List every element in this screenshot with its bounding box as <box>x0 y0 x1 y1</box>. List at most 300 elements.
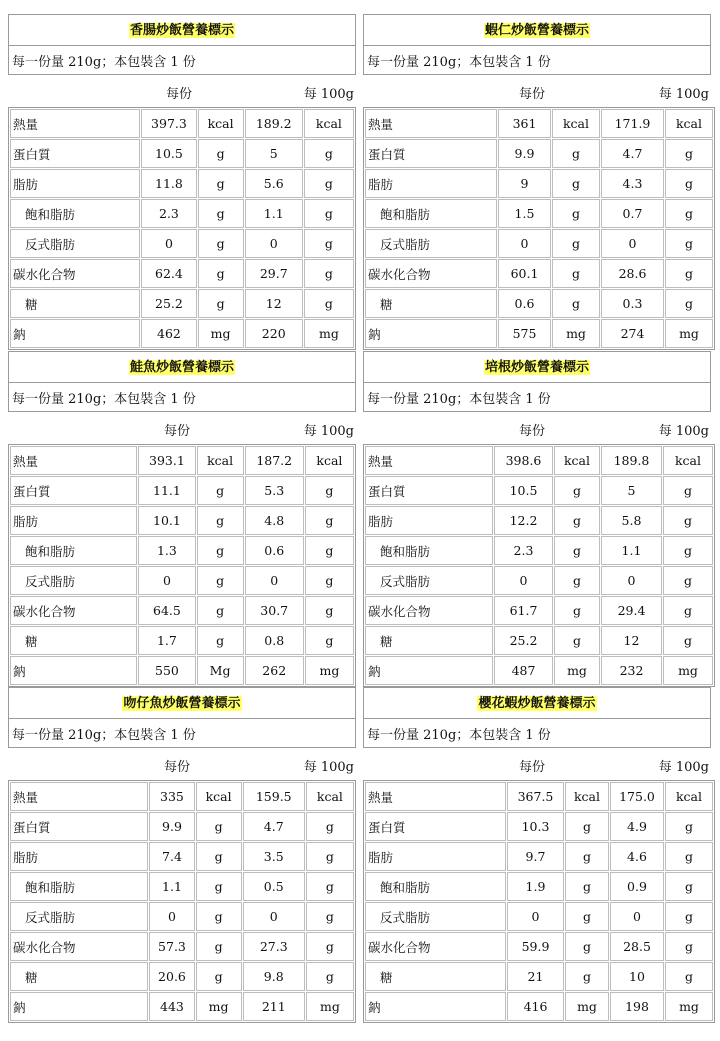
per-100g-unit: g <box>665 842 713 871</box>
per-serving-value: 10.1 <box>138 506 195 535</box>
table-row <box>365 109 713 138</box>
per-serving-value: 1.9 <box>507 872 564 901</box>
per-serving-value: 59.9 <box>507 932 564 961</box>
per-serving-unit: g <box>196 872 242 901</box>
panel-title: 鮭魚炒飯營養標示 <box>129 359 234 375</box>
per-100g-value: 0.8 <box>245 626 304 655</box>
table-row <box>10 259 354 288</box>
per-100g-unit: g <box>306 932 354 961</box>
table-row <box>10 932 354 961</box>
per-serving-value: 1.3 <box>138 536 195 565</box>
per-100g-unit: g <box>304 199 354 228</box>
nutrient-name: 反式脂肪 <box>10 566 137 595</box>
per-100g-value: 5.8 <box>601 506 662 535</box>
panel-title: 香腸炒飯營養標示 <box>129 22 234 38</box>
per-100g-value: 30.7 <box>245 596 304 625</box>
per-100g-value: 0.7 <box>601 199 664 228</box>
per-100g-value: 220 <box>245 319 303 348</box>
nutrition-panel <box>363 687 711 1023</box>
per-100g-value: 10 <box>610 962 664 991</box>
nutrient-name: 脂肪 <box>10 842 148 871</box>
per-100g-unit: mg <box>305 656 354 685</box>
per-serving-unit: mg <box>196 992 242 1021</box>
per-serving-unit: g <box>197 596 244 625</box>
per-100g-value: 189.2 <box>245 109 303 138</box>
per-100g-value: 159.5 <box>243 782 305 811</box>
nutrition-table <box>363 107 715 350</box>
per-serving-value: 0 <box>494 566 553 595</box>
table-row <box>10 902 354 931</box>
per-serving-unit: g <box>196 932 242 961</box>
table-row <box>10 476 354 505</box>
table-row <box>365 319 713 348</box>
nutrient-name: 飽和脂肪 <box>365 872 506 901</box>
per-serving-value: 398.6 <box>494 446 553 475</box>
panel-header <box>363 351 711 412</box>
per-serving-value: 25.2 <box>494 626 553 655</box>
per-100g-unit: mg <box>663 656 713 685</box>
nutrition-panel <box>8 14 356 350</box>
nutrient-name: 反式脂肪 <box>365 566 493 595</box>
table-row <box>10 139 354 168</box>
nutrient-name: 飽和脂肪 <box>365 199 497 228</box>
per-serving-value: 57.3 <box>149 932 194 961</box>
per-serving-unit: kcal <box>565 782 609 811</box>
per-100g-unit: g <box>305 626 354 655</box>
per-100g-unit: g <box>663 566 713 595</box>
per-100g-unit: kcal <box>305 446 354 475</box>
table-row <box>10 812 354 841</box>
per-100g-unit: g <box>663 536 713 565</box>
per-serving-unit: g <box>197 626 244 655</box>
per-serving-unit: g <box>198 199 244 228</box>
per-100g-value: 5.6 <box>245 169 303 198</box>
per-serving-value: 0 <box>141 229 196 258</box>
per-serving-unit: g <box>552 289 600 318</box>
table-row <box>365 596 713 625</box>
per-100g-unit: g <box>306 812 354 841</box>
per-100g-value: 1.1 <box>245 199 303 228</box>
nutrient-name: 碳水化合物 <box>365 259 497 288</box>
per-serving-unit: mg <box>554 656 600 685</box>
per-serving-unit: g <box>554 596 600 625</box>
serving-size: 每一份量 210g；本包裝含 1 份 <box>12 54 196 70</box>
per-serving-value: 487 <box>494 656 553 685</box>
table-row <box>10 199 354 228</box>
per-serving-value: 10.5 <box>494 476 553 505</box>
per-100g-unit: mg <box>304 319 354 348</box>
nutrition-table <box>8 444 356 687</box>
per-100g-unit: g <box>665 902 713 931</box>
per-100g-value: 4.9 <box>610 812 664 841</box>
nutrient-name: 飽和脂肪 <box>10 536 137 565</box>
nutrition-panel <box>8 351 356 687</box>
per-100g-value: 198 <box>610 992 664 1021</box>
per-serving-header: 每份 <box>519 424 546 439</box>
table-row <box>10 962 354 991</box>
nutrient-name: 脂肪 <box>10 506 137 535</box>
per-100g-unit: g <box>305 536 354 565</box>
per-serving-unit: g <box>197 506 244 535</box>
nutrient-name: 反式脂肪 <box>365 902 506 931</box>
per-serving-value: 61.7 <box>494 596 553 625</box>
per-serving-unit: g <box>197 566 244 595</box>
nutrient-name: 蛋白質 <box>10 812 148 841</box>
per-100g-value: 0 <box>601 566 662 595</box>
table-row <box>10 656 354 685</box>
table-row <box>365 932 713 961</box>
nutrient-name: 碳水化合物 <box>10 596 137 625</box>
per-serving-header: 每份 <box>164 424 191 439</box>
per-100g-unit: g <box>663 596 713 625</box>
per-serving-unit: g <box>552 169 600 198</box>
per-serving-unit: g <box>565 812 609 841</box>
nutrient-name: 糖 <box>365 962 506 991</box>
per-100g-value: 274 <box>601 319 664 348</box>
per-100g-value: 0 <box>243 902 305 931</box>
panel-header <box>363 14 711 75</box>
nutrient-name: 碳水化合物 <box>10 259 140 288</box>
nutrient-name: 熱量 <box>365 782 506 811</box>
per-100g-value: 5 <box>245 139 303 168</box>
per-100g-unit: g <box>305 596 354 625</box>
table-row <box>365 229 713 258</box>
per-serving-header: 每份 <box>164 760 191 775</box>
per-100g-header: 每 100g <box>658 760 709 775</box>
per-serving-unit: g <box>554 566 600 595</box>
per-serving-value: 25.2 <box>141 289 196 318</box>
per-serving-value: 7.4 <box>149 842 194 871</box>
nutrient-name: 飽和脂肪 <box>10 872 148 901</box>
per-serving-value: 397.3 <box>141 109 196 138</box>
per-100g-value: 175.0 <box>610 782 664 811</box>
table-row <box>365 872 713 901</box>
per-serving-value: 0 <box>507 902 564 931</box>
per-serving-unit: g <box>565 902 609 931</box>
per-100g-value: 12 <box>245 289 303 318</box>
per-serving-value: 60.1 <box>498 259 551 288</box>
table-row <box>10 626 354 655</box>
nutrient-name: 熱量 <box>10 446 137 475</box>
panel-header <box>8 687 356 748</box>
serving-size: 每一份量 210g；本包裝含 1 份 <box>12 391 196 407</box>
panel-title: 培根炒飯營養標示 <box>484 359 589 375</box>
per-100g-unit: g <box>306 872 354 901</box>
per-serving-value: 20.6 <box>149 962 194 991</box>
per-100g-unit: g <box>306 962 354 991</box>
per-serving-unit: g <box>198 289 244 318</box>
per-serving-unit: g <box>198 259 244 288</box>
table-row <box>365 169 713 198</box>
per-serving-value: 9.9 <box>498 139 551 168</box>
table-row <box>10 229 354 258</box>
per-serving-value: 575 <box>498 319 551 348</box>
per-100g-value: 1.1 <box>601 536 662 565</box>
per-serving-unit: g <box>552 229 600 258</box>
per-serving-value: 1.5 <box>498 199 551 228</box>
per-100g-unit: g <box>665 962 713 991</box>
per-100g-value: 187.2 <box>245 446 304 475</box>
per-100g-value: 211 <box>243 992 305 1021</box>
per-serving-value: 393.1 <box>138 446 195 475</box>
per-serving-unit: kcal <box>198 109 244 138</box>
per-100g-value: 0.9 <box>610 872 664 901</box>
per-serving-unit: g <box>552 259 600 288</box>
serving-size: 每一份量 210g；本包裝含 1 份 <box>367 54 551 70</box>
per-serving-value: 11.1 <box>138 476 195 505</box>
nutrient-name: 熱量 <box>10 109 140 138</box>
per-serving-unit: Mg <box>197 656 244 685</box>
per-100g-value: 0 <box>245 566 304 595</box>
nutrient-name: 飽和脂肪 <box>365 536 493 565</box>
nutrition-panel <box>363 14 711 350</box>
table-row <box>365 199 713 228</box>
per-serving-value: 361 <box>498 109 551 138</box>
nutrient-name: 反式脂肪 <box>10 229 140 258</box>
per-serving-unit: g <box>198 229 244 258</box>
nutrient-name: 糖 <box>10 289 140 318</box>
per-100g-value: 4.8 <box>245 506 304 535</box>
nutrition-panel <box>363 351 711 687</box>
per-serving-value: 367.5 <box>507 782 564 811</box>
table-row <box>10 289 354 318</box>
per-100g-unit: g <box>304 259 354 288</box>
per-100g-header: 每 100g <box>658 87 709 102</box>
per-100g-unit: g <box>665 289 713 318</box>
per-serving-value: 9.9 <box>149 812 194 841</box>
per-serving-value: 21 <box>507 962 564 991</box>
nutrient-name: 糖 <box>10 626 137 655</box>
per-100g-unit: g <box>305 506 354 535</box>
per-100g-unit: g <box>305 566 354 595</box>
per-100g-unit: mg <box>665 992 713 1021</box>
per-100g-unit: g <box>663 506 713 535</box>
per-100g-value: 262 <box>245 656 304 685</box>
per-100g-unit: g <box>306 902 354 931</box>
nutrition-table <box>8 780 356 1023</box>
panel-header <box>363 687 711 748</box>
per-100g-unit: mg <box>665 319 713 348</box>
table-row <box>365 289 713 318</box>
per-serving-unit: g <box>565 962 609 991</box>
per-serving-unit: kcal <box>552 109 600 138</box>
nutrient-name: 蛋白質 <box>365 139 497 168</box>
table-row <box>10 992 354 1021</box>
per-100g-value: 9.8 <box>243 962 305 991</box>
nutrient-name: 反式脂肪 <box>10 902 148 931</box>
per-serving-unit: mg <box>552 319 600 348</box>
nutrient-name: 鈉 <box>10 992 148 1021</box>
per-serving-unit: g <box>565 842 609 871</box>
per-100g-header: 每 100g <box>658 424 709 439</box>
per-serving-value: 0 <box>138 566 195 595</box>
per-serving-value: 1.7 <box>138 626 195 655</box>
table-row <box>10 319 354 348</box>
per-100g-value: 0.5 <box>243 872 305 901</box>
serving-size: 每一份量 210g；本包裝含 1 份 <box>367 727 551 743</box>
per-100g-unit: g <box>665 199 713 228</box>
per-100g-unit: g <box>665 139 713 168</box>
per-100g-unit: kcal <box>306 782 354 811</box>
per-100g-header: 每 100g <box>303 87 354 102</box>
per-100g-unit: mg <box>306 992 354 1021</box>
table-row <box>365 506 713 535</box>
per-100g-unit: g <box>306 842 354 871</box>
per-100g-unit: g <box>665 229 713 258</box>
per-serving-unit: g <box>196 902 242 931</box>
nutrient-name: 脂肪 <box>365 169 497 198</box>
table-row <box>365 842 713 871</box>
per-serving-value: 11.8 <box>141 169 196 198</box>
table-row <box>365 446 713 475</box>
per-100g-value: 27.3 <box>243 932 305 961</box>
per-100g-value: 0.6 <box>245 536 304 565</box>
table-row <box>365 962 713 991</box>
per-serving-unit: g <box>552 199 600 228</box>
per-100g-value: 4.7 <box>601 139 664 168</box>
per-100g-value: 28.5 <box>610 932 664 961</box>
panel-title: 櫻花蝦炒飯營養標示 <box>478 695 596 711</box>
per-100g-unit: g <box>665 872 713 901</box>
nutrient-name: 鈉 <box>365 656 493 685</box>
table-row <box>10 506 354 535</box>
per-serving-value: 0.6 <box>498 289 551 318</box>
per-serving-value: 416 <box>507 992 564 1021</box>
per-100g-unit: g <box>304 229 354 258</box>
table-row <box>365 626 713 655</box>
panel-title: 吻仔魚炒飯營養標示 <box>123 695 241 711</box>
per-serving-unit: g <box>554 506 600 535</box>
per-100g-value: 28.6 <box>601 259 664 288</box>
nutrient-name: 脂肪 <box>365 842 506 871</box>
per-serving-unit: mg <box>565 992 609 1021</box>
per-serving-value: 9.7 <box>507 842 564 871</box>
nutrient-name: 鈉 <box>365 992 506 1021</box>
table-row <box>10 596 354 625</box>
per-100g-value: 3.5 <box>243 842 305 871</box>
per-100g-value: 12 <box>601 626 662 655</box>
per-serving-value: 62.4 <box>141 259 196 288</box>
nutrient-name: 碳水化合物 <box>10 932 148 961</box>
nutrient-name: 糖 <box>365 289 497 318</box>
per-100g-unit: g <box>665 169 713 198</box>
per-100g-unit: g <box>665 932 713 961</box>
per-serving-unit: g <box>196 842 242 871</box>
table-row <box>365 812 713 841</box>
table-row <box>365 656 713 685</box>
nutrition-panel <box>8 687 356 1023</box>
per-100g-unit: kcal <box>304 109 354 138</box>
per-serving-value: 0 <box>498 229 551 258</box>
table-row <box>365 566 713 595</box>
per-serving-value: 2.3 <box>141 199 196 228</box>
table-row <box>10 169 354 198</box>
per-100g-value: 29.7 <box>245 259 303 288</box>
per-serving-unit: g <box>554 536 600 565</box>
per-100g-header: 每 100g <box>303 760 354 775</box>
per-100g-unit: g <box>665 259 713 288</box>
per-serving-unit: g <box>198 169 244 198</box>
nutrient-name: 熱量 <box>365 109 497 138</box>
nutrient-name: 蛋白質 <box>10 476 137 505</box>
per-100g-value: 0 <box>245 229 303 258</box>
per-100g-value: 0 <box>610 902 664 931</box>
nutrient-name: 鈉 <box>10 319 140 348</box>
per-serving-value: 10.5 <box>141 139 196 168</box>
nutrition-table <box>363 444 715 687</box>
per-serving-value: 462 <box>141 319 196 348</box>
nutrient-name: 鈉 <box>10 656 137 685</box>
per-serving-unit: g <box>554 626 600 655</box>
table-row <box>365 536 713 565</box>
panel-title: 蝦仁炒飯營養標示 <box>484 22 589 38</box>
nutrient-name: 脂肪 <box>10 169 140 198</box>
per-100g-value: 4.3 <box>601 169 664 198</box>
per-serving-header: 每份 <box>166 87 193 102</box>
per-serving-value: 10.3 <box>507 812 564 841</box>
table-row <box>10 446 354 475</box>
per-100g-unit: kcal <box>665 109 713 138</box>
table-row <box>365 476 713 505</box>
nutrient-name: 鈉 <box>365 319 497 348</box>
serving-size: 每一份量 210g；本包裝含 1 份 <box>367 391 551 407</box>
panel-header <box>8 14 356 75</box>
per-serving-unit: g <box>196 962 242 991</box>
per-100g-unit: g <box>304 169 354 198</box>
per-serving-unit: g <box>196 812 242 841</box>
per-serving-unit: g <box>197 536 244 565</box>
per-serving-value: 0 <box>149 902 194 931</box>
table-row <box>10 872 354 901</box>
table-row <box>10 782 354 811</box>
nutrient-name: 蛋白質 <box>365 476 493 505</box>
table-row <box>10 109 354 138</box>
per-serving-value: 550 <box>138 656 195 685</box>
per-serving-unit: g <box>552 139 600 168</box>
table-row <box>365 139 713 168</box>
nutrient-name: 脂肪 <box>365 506 493 535</box>
per-serving-unit: g <box>565 872 609 901</box>
per-serving-header: 每份 <box>519 760 546 775</box>
table-row <box>365 259 713 288</box>
per-serving-header: 每份 <box>519 87 546 102</box>
per-100g-unit: kcal <box>663 446 713 475</box>
per-serving-unit: mg <box>198 319 244 348</box>
per-100g-header: 每 100g <box>303 424 354 439</box>
nutrient-name: 蛋白質 <box>365 812 506 841</box>
nutrient-name: 碳水化合物 <box>365 596 493 625</box>
per-100g-value: 5.3 <box>245 476 304 505</box>
per-serving-unit: g <box>554 476 600 505</box>
per-100g-unit: g <box>663 626 713 655</box>
table-row <box>10 842 354 871</box>
per-100g-value: 4.6 <box>610 842 664 871</box>
per-serving-value: 1.1 <box>149 872 194 901</box>
per-100g-value: 189.8 <box>601 446 662 475</box>
per-serving-value: 2.3 <box>494 536 553 565</box>
per-100g-value: 171.9 <box>601 109 664 138</box>
per-serving-unit: g <box>565 932 609 961</box>
per-100g-unit: g <box>304 139 354 168</box>
per-serving-unit: kcal <box>196 782 242 811</box>
per-100g-unit: kcal <box>665 782 713 811</box>
per-serving-value: 12.2 <box>494 506 553 535</box>
nutrient-name: 熱量 <box>10 782 148 811</box>
per-serving-unit: g <box>198 139 244 168</box>
per-100g-value: 232 <box>601 656 662 685</box>
per-100g-value: 29.4 <box>601 596 662 625</box>
serving-size: 每一份量 210g；本包裝含 1 份 <box>12 727 196 743</box>
